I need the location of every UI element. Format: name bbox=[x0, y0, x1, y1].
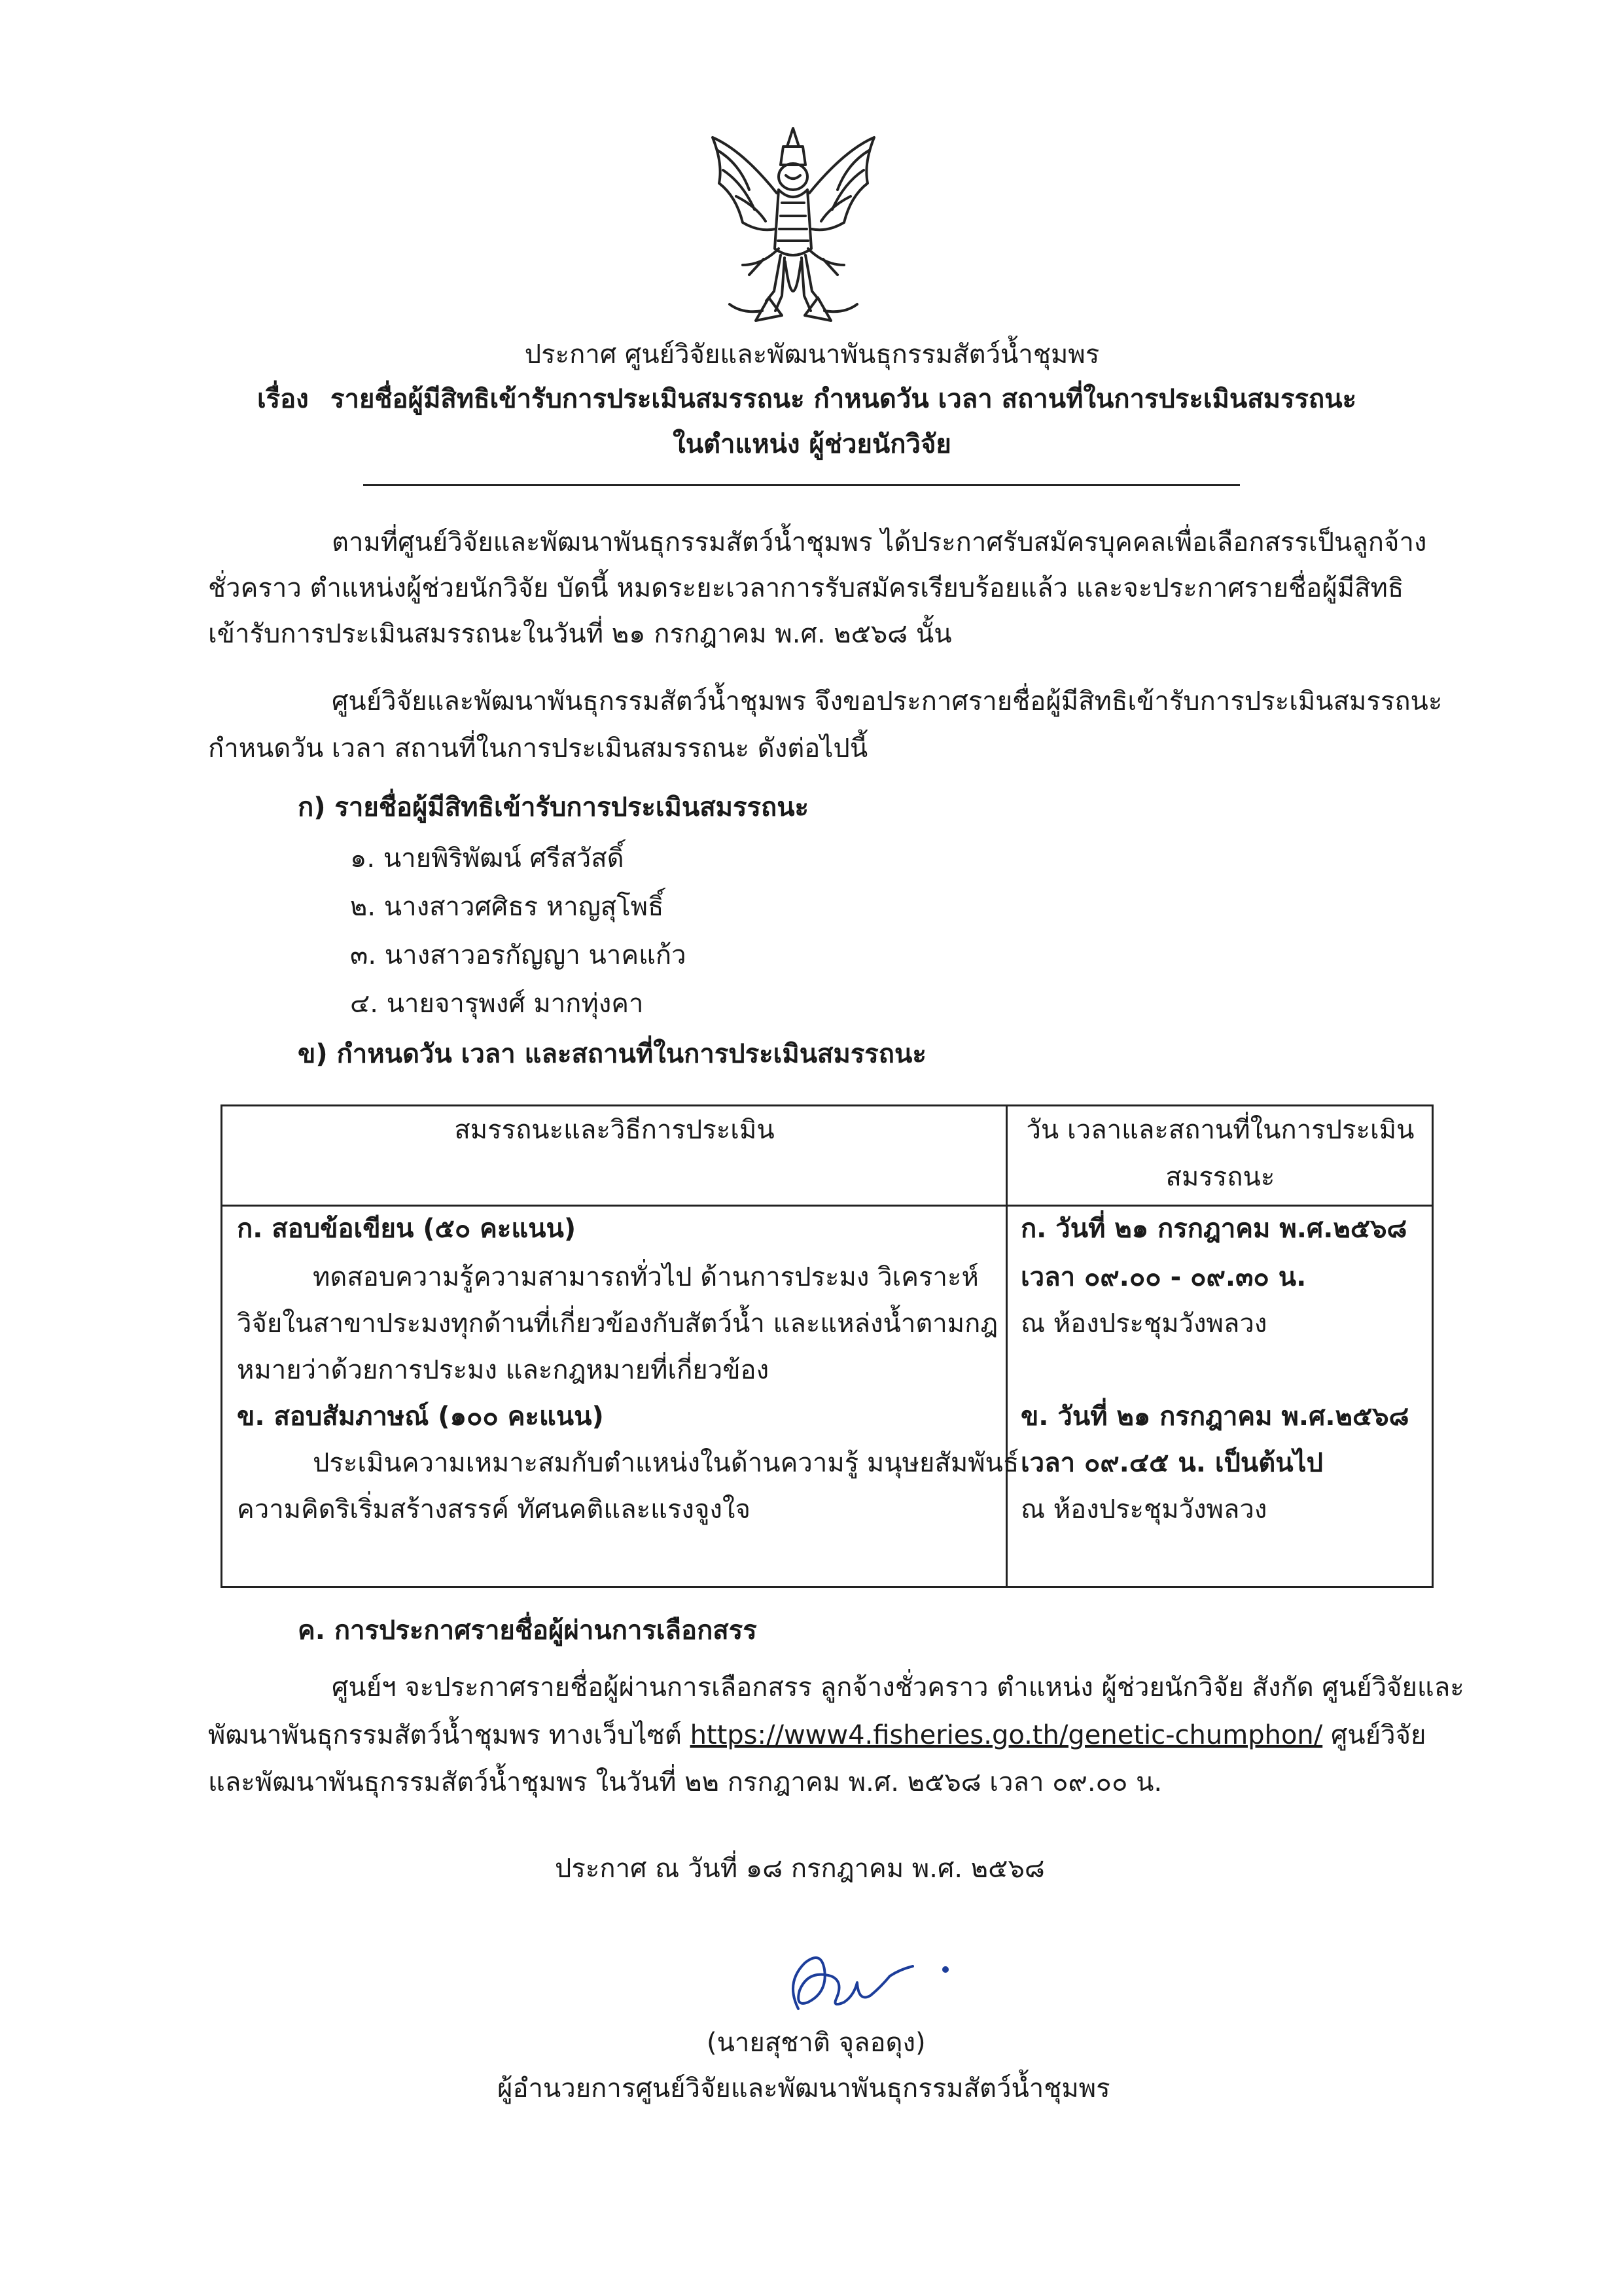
candidate-item: ๔. นายจารุพงศ์ มากทุ่งคา bbox=[350, 989, 644, 1019]
exam2-date: ข. วันที่ ๒๑ กรกฎาคม พ.ศ.๒๕๖๘ bbox=[1020, 1402, 1409, 1432]
table-cell-schedule bbox=[1006, 1206, 1432, 1587]
exam1-title: ก. สอบข้อเขียน (๕๐ คะแนน) bbox=[237, 1214, 576, 1244]
header-right-text-1: วัน เวลาและสถานที่ในการประเมิน bbox=[1026, 1115, 1415, 1145]
exam2-desc-line: ประเมินความเหมาะสมกับตำแหน่งในด้านความรู้ มนุษยสัมพันธ์ bbox=[313, 1448, 1019, 1478]
announcement-title: ประกาศ ศูนย์วิจัยและพัฒนาพันธุกรรมสัตว์น้ำชุมพร bbox=[524, 340, 1100, 370]
para1-line3: เข้ารับการประเมินสมรรถนะในวันที่ ๒๑ กรกฎาคม พ.ศ. ๒๕๖๘ นั้น bbox=[208, 619, 952, 649]
section-b-title: ข) กำหนดวัน เวลา และสถานที่ในการประเมินสมรรถนะ bbox=[298, 1039, 927, 1069]
header-right-text-2: สมรรถนะ bbox=[1165, 1162, 1275, 1192]
section-c-line2 bbox=[208, 1720, 1426, 1751]
garuda-emblem-icon bbox=[703, 124, 883, 334]
section-a-title: ก) รายชื่อผู้มีสิทธิเข้ารับการประเมินสมรรถนะ bbox=[298, 792, 809, 822]
section-c-title: ค. การประกาศรายชื่อผู้ผ่านการเลือกสรร bbox=[298, 1616, 757, 1646]
header-divider bbox=[363, 484, 1240, 486]
website-link[interactable]: https://www4.fisheries.go.th/genetic-chumphon/ bbox=[690, 1720, 1323, 1750]
exam1-time: เวลา ๐๙.๐๐ - ๐๙.๓๐ น. bbox=[1020, 1262, 1307, 1292]
exam2-desc-line: ความคิดริเริ่มสร้างสรรค์ ทัศนคติและแรงจูงใจ bbox=[237, 1494, 750, 1525]
header-left-text: สมรรถนะและวิธีการประเมิน bbox=[454, 1115, 775, 1145]
exam1-desc-line: วิจัยในสาขาประมงทุกด้านที่เกี่ยวข้องกับสัตว์น้ำ และแหล่งน้ำตามกฎ bbox=[237, 1309, 998, 1339]
exam1-desc-line: หมายว่าด้วยการประมง และกฎหมายที่เกี่ยวข้อง bbox=[237, 1355, 769, 1385]
table-header-right bbox=[1006, 1106, 1432, 1206]
subject-line: รายชื่อผู้มีสิทธิเข้ารับการประเมินสมรรถนะ กำหนดวัน เวลา สถานที่ในการประเมินสมรรถนะ bbox=[330, 384, 1357, 414]
section-c-line2-post: ศูนย์วิจัย bbox=[1322, 1720, 1426, 1750]
signer-name: (นายสุชาติ จุลอดุง) bbox=[707, 2028, 926, 2058]
subject-label: เรื่อง bbox=[257, 384, 309, 414]
exam2-place: ณ ห้องประชุมวังพลวง bbox=[1020, 1494, 1267, 1525]
signature-icon bbox=[759, 1930, 968, 2028]
exam2-time: เวลา ๐๙.๔๕ น. เป็นต้นไป bbox=[1020, 1448, 1324, 1478]
subject-line-2: ในตำแหน่ง ผู้ช่วยนักวิจัย bbox=[673, 429, 951, 459]
table-row bbox=[222, 1206, 1433, 1587]
candidate-item: ๒. นางสาวศศิธร หาญสุโพธิ์ bbox=[350, 892, 664, 922]
exam1-place: ณ ห้องประชุมวังพลวง bbox=[1020, 1309, 1267, 1339]
para1-line2: ชั่วคราว ตำแหน่งผู้ช่วยนักวิจัย บัดนี้ หมดระยะเวลาการรับสมัครเรียบร้อยแล้ว และจะประกาศรายชื่อผู้มีสิทธิ bbox=[208, 573, 1404, 603]
candidate-item: ๓. นางสาวอรกัญญา นาคแก้ว bbox=[350, 940, 686, 970]
exam1-date: ก. วันที่ ๒๑ กรกฎาคม พ.ศ.๒๕๖๘ bbox=[1020, 1214, 1407, 1244]
table-header-row bbox=[222, 1106, 1433, 1206]
table-cell-methods bbox=[222, 1206, 1019, 1587]
announced-date: ประกาศ ณ วันที่ ๑๘ กรกฎาคม พ.ศ. ๒๕๖๘ bbox=[555, 1854, 1045, 1884]
schedule-table bbox=[221, 1104, 1434, 1588]
section-c-line1: ศูนย์ฯ จะประกาศรายชื่อผู้ผ่านการเลือกสรร ลูกจ้างชั่วคราว ตำแหน่ง ผู้ช่วยนักวิจัย สังกัด ศูนย์วิจัยและ bbox=[332, 1672, 1464, 1703]
exam1-desc-line: ทดสอบความรู้ความสามารถทั่วไป ด้านการประมง วิเคราะห์ bbox=[313, 1262, 979, 1292]
exam2-title: ข. สอบสัมภาษณ์ (๑๐๐ คะแนน) bbox=[237, 1402, 604, 1432]
para2-line2: กำหนดวัน เวลา สถานที่ในการประเมินสมรรถนะ ดังต่อไปนี้ bbox=[208, 733, 868, 764]
candidate-item: ๑. นายพิริพัฒน์ ศรีสวัสดิ์ bbox=[350, 843, 624, 874]
para1-line1: ตามที่ศูนย์วิจัยและพัฒนาพันธุกรรมสัตว์น้ำชุมพร ได้ประกาศรับสมัครบุคคลเพื่อเลือกสรรเป็นลูกจ้าง bbox=[332, 527, 1427, 557]
table-header-left bbox=[222, 1106, 1007, 1206]
signer-title: ผู้อำนวยการศูนย์วิจัยและพัฒนาพันธุกรรมสัตว์น้ำชุมพร bbox=[497, 2074, 1110, 2104]
section-c-line2-pre: พัฒนาพันธุกรรมสัตว์น้ำชุมพร ทางเว็บไซต์ bbox=[208, 1720, 690, 1750]
section-c-line3: และพัฒนาพันธุกรรมสัตว์น้ำชุมพร ในวันที่ ๒๒ กรกฎาคม พ.ศ. ๒๕๖๘ เวลา ๐๙.๐๐ น. bbox=[208, 1767, 1163, 1797]
para2-line1: ศูนย์วิจัยและพัฒนาพันธุกรรมสัตว์น้ำชุมพร จึงขอประกาศรายชื่อผู้มีสิทธิเข้ารับการประเมินสมรรถนะ bbox=[332, 686, 1443, 716]
